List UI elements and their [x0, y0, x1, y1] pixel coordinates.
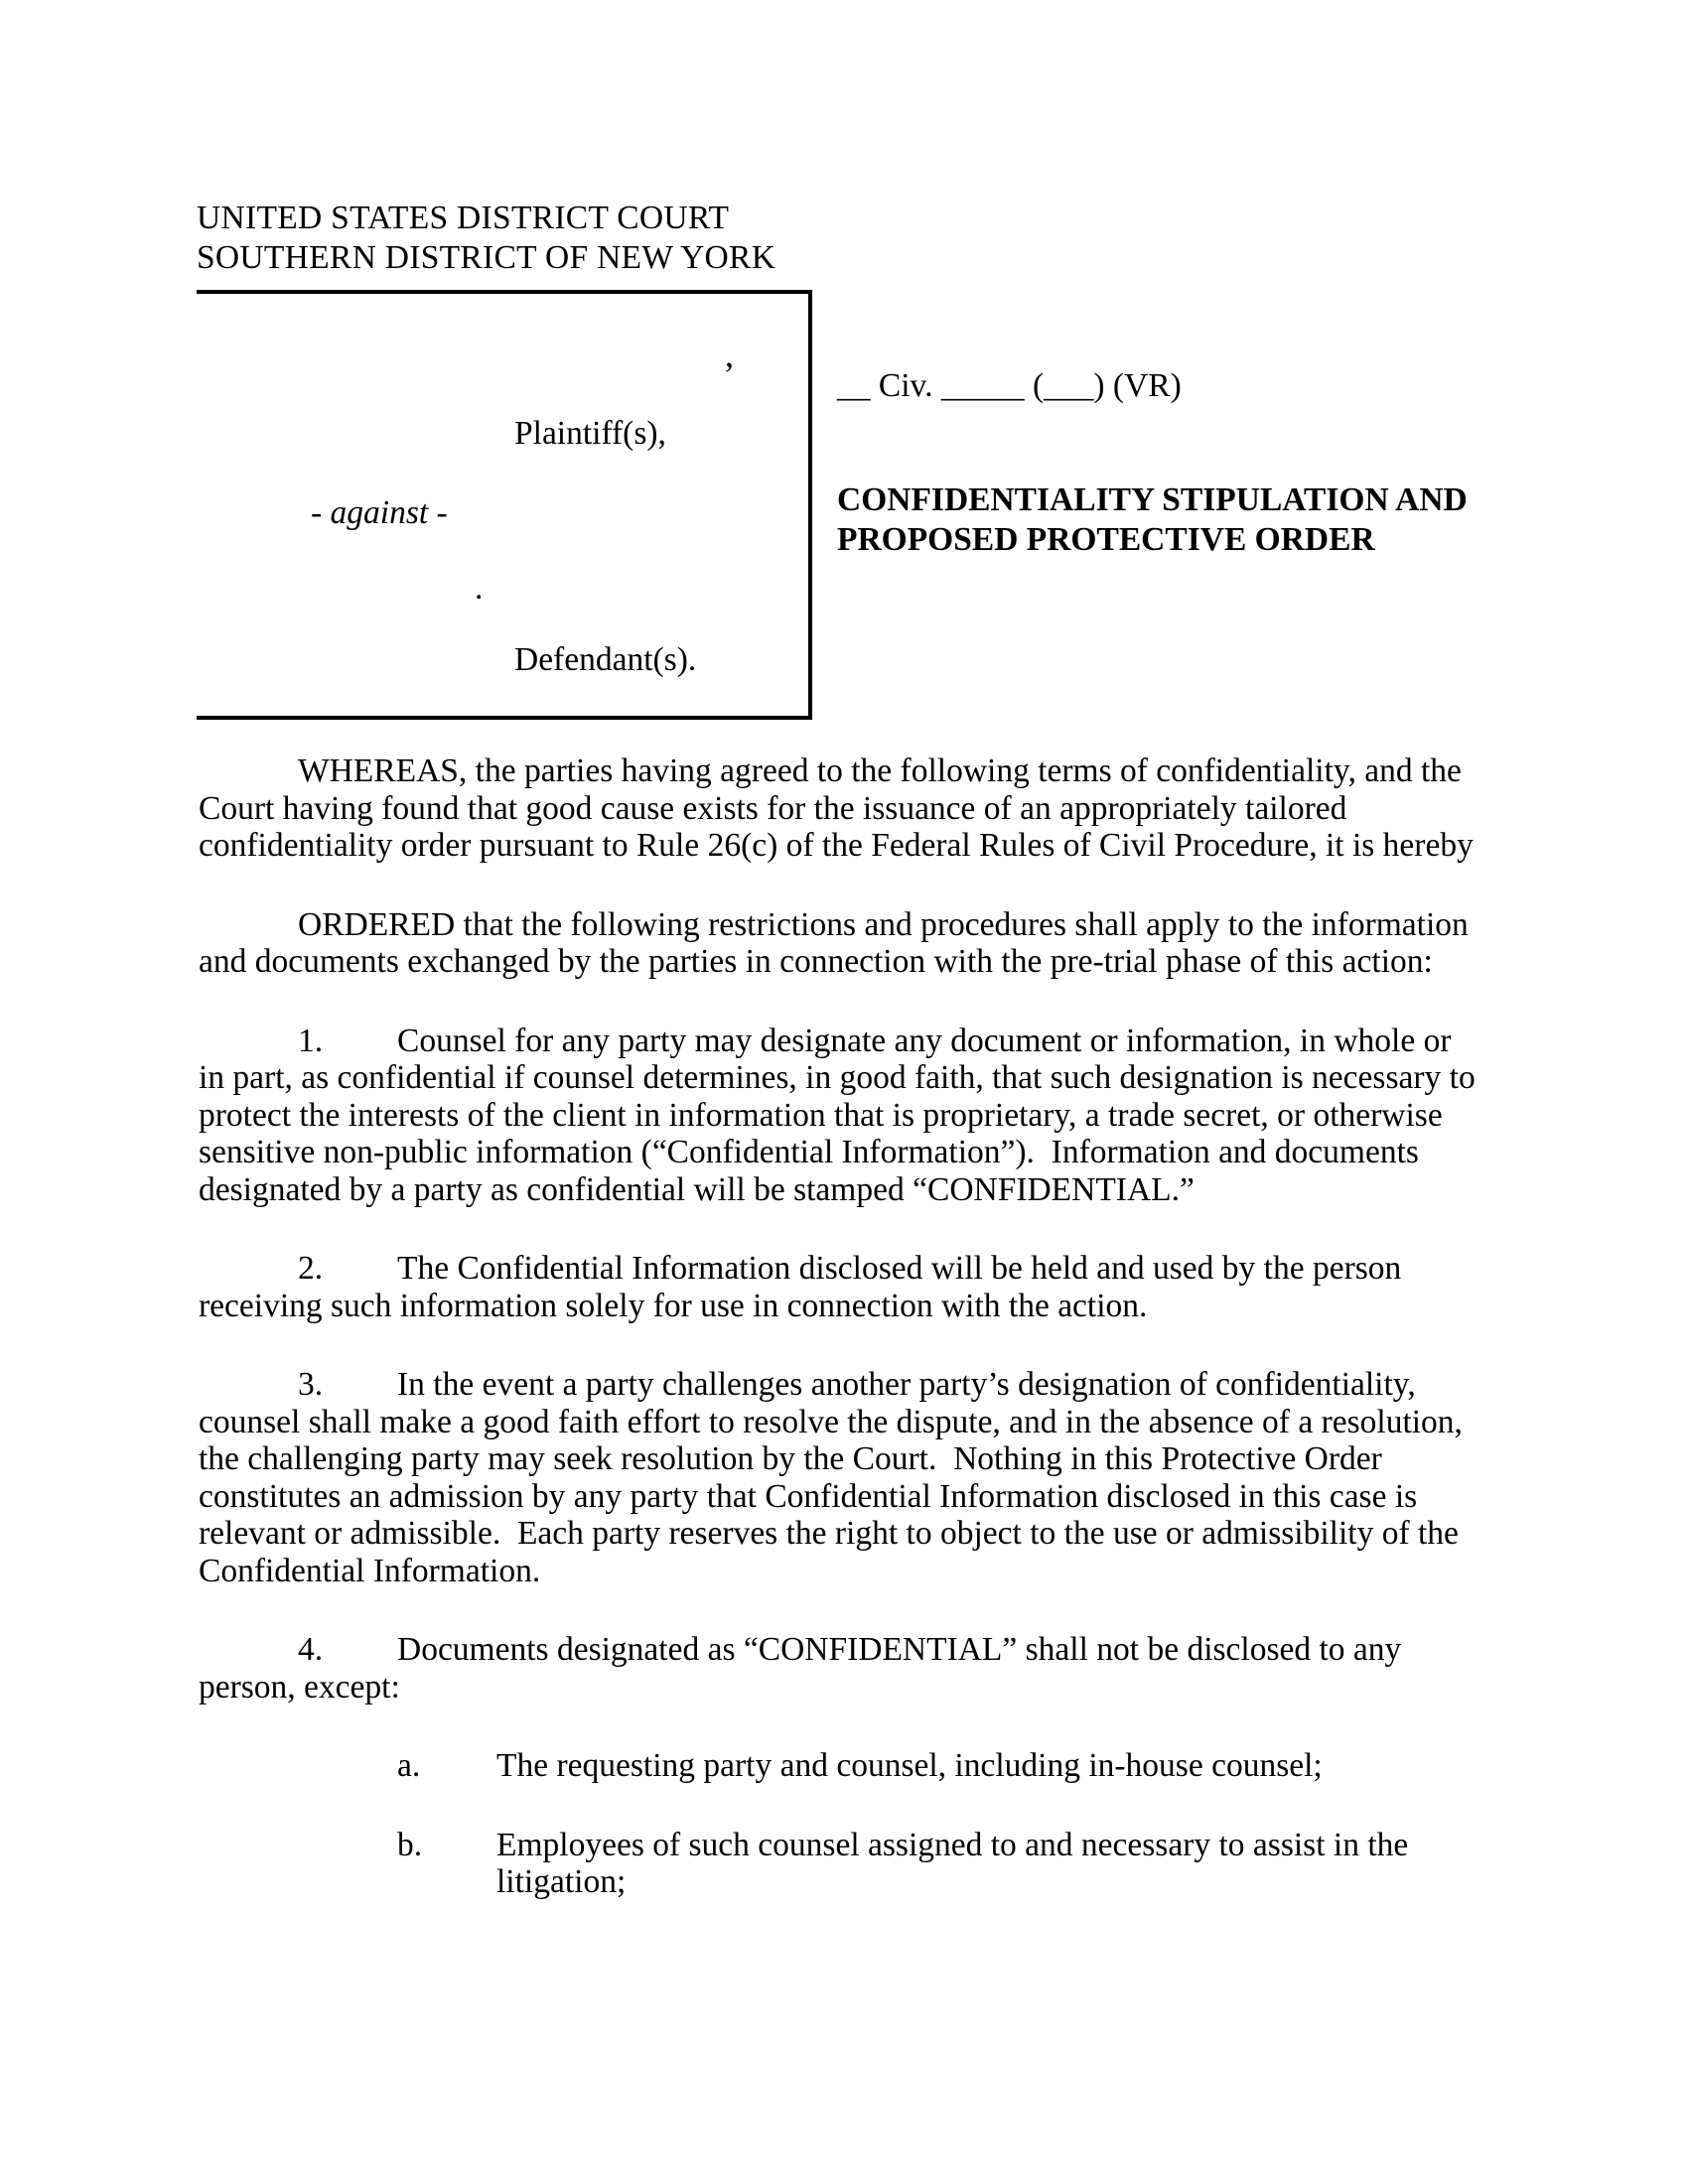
court-district: SOUTHERN DISTRICT OF NEW YORK: [197, 239, 776, 276]
whereas-paragraph: WHEREAS, the parties having agreed to the following terms of confidentiality, and the Court having found that good cause exists for the issuance of an appropriately tailored confidentiality order pursuant to Rule 26(c) of the Federal Rules of Civil Procedure, it is hereby: [199, 752, 1474, 864]
paragraph-1-number: 1.: [298, 1022, 324, 1059]
paragraph-1-text: Counsel for any party may designate any document or information, in whole or in part, as confidential if counsel determines, in good faith, that such designation is necessary to protect the interests of the client in information that is proprietary, a trade secret, or otherwise sensitive non-public information (“Confidential Information”). Information and documents designated by a party as confidential will be stamped “CONFIDENTIAL.”: [199, 1022, 1484, 1208]
subitem-a-text: The requesting party and counsel, including in-house counsel;: [496, 1747, 1323, 1784]
paragraph-3-text: In the event a party challenges another party’s designation of confidentiality, counsel shall make a good faith effort to resolve the dispute, and in the absence of a resolution, the challenging party may seek resolution by the Court. Nothing in this Protective Order constitutes an admission by any party that Confidential Information disclosed in this case is relevant or admissible. Each party reserves the right to object to the use or admissibility of the Confidential Information.: [199, 1366, 1472, 1589]
subitem-b: [199, 1827, 1481, 1901]
paragraph-2-number: 2.: [298, 1250, 324, 1287]
paragraph-3-number: 3.: [298, 1366, 324, 1403]
subitem-b-letter: b.: [397, 1826, 423, 1863]
court-name: UNITED STATES DISTRICT COURT: [197, 200, 730, 236]
numbered-paragraph-2: [199, 1250, 1481, 1324]
paragraph-4-number: 4.: [298, 1631, 324, 1668]
subitem-a: [199, 1747, 1481, 1785]
document-title: [837, 480, 1512, 560]
document-body: [199, 752, 1484, 1943]
case-number-line: __ Civ. _____ (___) (VR): [837, 367, 1182, 404]
subitem-b-text: Employees of such counsel assigned to and necessary to assist in the litigation;: [496, 1826, 1417, 1900]
subitem-a-letter: a.: [397, 1747, 421, 1784]
ordered-paragraph: ORDERED that the following restrictions and procedures shall apply to the information and documents exchanged by the parties in connection with the pre-trial phase of this action:: [199, 905, 1477, 980]
plaintiff-label: Plaintiff(s),: [514, 415, 666, 452]
court-header: [197, 199, 775, 278]
numbered-paragraph-3: [199, 1366, 1481, 1589]
caption-comma: ,: [725, 335, 734, 374]
against-label: - against -: [311, 494, 448, 531]
paragraph-4-text: Documents designated as “CONFIDENTIAL” shall not be disclosed to any person, except:: [199, 1631, 1410, 1706]
paragraph-2-text: The Confidential Information disclosed will be held and used by the person receiving such information solely for use in connection with the action.: [199, 1250, 1410, 1324]
document-title-line1: CONFIDENTIALITY STIPULATION AND: [837, 481, 1468, 518]
defendant-label: Defendant(s).: [514, 641, 697, 678]
case-caption-box: [197, 290, 812, 720]
document-title-line2: PROPOSED PROTECTIVE ORDER: [837, 521, 1375, 558]
numbered-paragraph-1: [199, 1022, 1484, 1209]
numbered-paragraph-4: [199, 1631, 1481, 1706]
caption-period: .: [475, 570, 484, 607]
